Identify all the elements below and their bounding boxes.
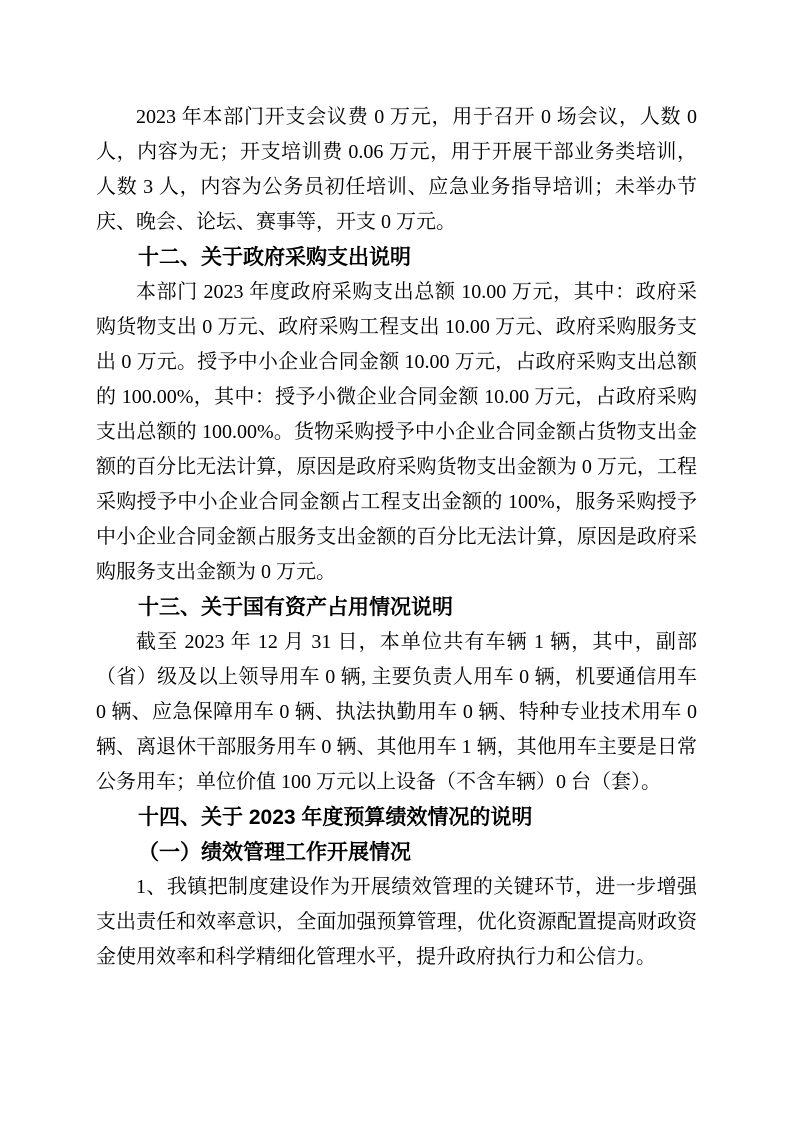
subheading-performance-management-work: （一）绩效管理工作开展情况 [138,841,411,864]
heading-section-12-government-procurement: 十二、关于政府采购支出说明 [138,246,411,269]
paragraph-meeting-training-expense: 2023 年本部门开支会议费 0 万元，用于召开 0 场会议，人数 0 人，内容为无；开支培训费 0.06 万元，用于开展干部业务类培训，人数 3 人，内容为公务员初任培训、应急业务指导培训；未举办节庆、晚会、论坛、赛事等，开支 0 万元。 [96,106,697,233]
heading-section-13-state-assets: 十三、关于国有资产占用情况说明 [138,596,453,619]
paragraph-government-procurement-details: 本部门 2023 年度政府采购支出总额 10.00 万元，其中：政府采购货物支出 0 万元、政府采购工程支出 10.00 万元、政府采购服务支出 0 万元。授予中小企业合同金额 10.00 万元，占政府采购支出总额的 100.00%，其中：授予小微企业合同金额 10.00 万元，占政府采购支出总额的 100.00%。货物采购授予中小企业合同金额占货物支出金额的百分比无法计算，原因是政府采购货物支出金额为 0 万元，工程采购授予中小企业合同金额占工程支出金额的 100%，服务采购授予中小企业合同金额占服务支出金额的百分比无法计算，原因是政府采购服务支出金额为 0 万元。 [96,281,697,583]
paragraph-performance-management-item-1: 1、我镇把制度建设作为开展绩效管理的关键环节，进一步增强支出责任和效率意识，全面加强预算管理，优化资源配置提高财政资金使用效率和科学精细化管理水平，提升政府执行力和公信力。 [96,876,697,968]
paragraph-state-assets-vehicles: 截至 2023 年 12 月 31 日，本单位共有车辆 1 辆，其中，副部（省）级及以上领导用车 0 辆, 主要负责人用车 0 辆，机要通信用车 0 辆、应急保障用车 0 辆、执法执勤用车 0 辆、特种专业技术用车 0 辆、离退休干部服务用车 0 辆、其他用车 1 辆，其他用车主要是日常公务用车；单位价值 100 万元以上设备（不含车辆）0 台（套）。 [96,631,697,793]
heading-section-14-budget-performance: 十四、关于 2023 年度预算绩效情况的说明 [138,806,533,829]
